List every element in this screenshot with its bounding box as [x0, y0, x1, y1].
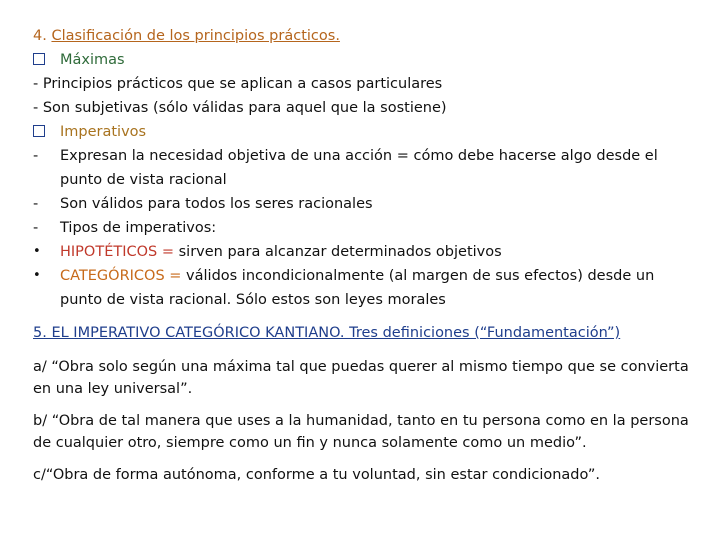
imperativos-item-text: Tipos de imperativos:	[60, 220, 217, 236]
imperativo-type-text: válidos incondicionalmente (al margen de sus efectos) desde un punto de vista racional. Sólo estos son leyes morales	[60, 268, 655, 308]
maximas-line: - Son subjetivas (sólo válidas para aquel que la sostiene)	[33, 100, 447, 116]
imperativos-heading	[33, 120, 693, 144]
imperativos-item	[33, 216, 693, 240]
definition-paragraph: c/“Obra de forma autónoma, conforme a tu voluntad, sin estar condicionado”.	[33, 467, 600, 483]
imperativos-label: Imperativos	[60, 124, 147, 140]
imperativo-type-text: sirven para alcanzar determinados objetivos	[174, 244, 502, 260]
checkbox-bullet-icon	[33, 48, 53, 72]
dash-marker: -	[33, 196, 39, 212]
section-4-heading	[33, 24, 693, 48]
document-page	[33, 24, 693, 496]
imperativo-type-item	[33, 264, 693, 312]
section-4-number: 4.	[33, 28, 47, 44]
imperativo-type-term: HIPOTÉTICOS =	[60, 244, 174, 260]
imperativos-item	[33, 144, 693, 192]
definition-paragraph: a/ “Obra solo según una máxima tal que puedas querer al mismo tiempo que se convierta en una ley universal”.	[33, 359, 689, 397]
checkbox-bullet-icon	[33, 120, 53, 144]
maximas-line: - Principios prácticos que se aplican a casos particulares	[33, 76, 443, 92]
imperativos-item-text: Son válidos para todos los seres racionales	[60, 196, 373, 212]
imperativo-type-term: CATEGÓRICOS =	[60, 268, 182, 284]
maximas-heading	[33, 48, 693, 72]
definition-paragraph: b/ “Obra de tal manera que uses a la humanidad, tanto en tu persona como en la persona de cualquier otro, siempre como un fin y nunca solamente como un medio”.	[33, 413, 689, 451]
bullet-icon: •	[33, 268, 41, 283]
section-5-title-link[interactable]: 5. EL IMPERATIVO CATEGÓRICO KANTIANO. Tres definiciones (“Fundamentación”)	[33, 325, 621, 341]
imperativos-item	[33, 192, 693, 216]
imperativo-type-item	[33, 240, 693, 264]
maximas-label: Máximas	[60, 52, 125, 68]
dash-marker: -	[33, 148, 39, 164]
imperativos-item-text: Expresan la necesidad objetiva de una acción = cómo debe hacerse algo desde el punto de vista racional	[60, 148, 658, 188]
section-4-title-link[interactable]: Clasificación de los principios prácticos.	[51, 28, 340, 44]
bullet-icon: •	[33, 244, 41, 259]
dash-marker: -	[33, 220, 39, 236]
